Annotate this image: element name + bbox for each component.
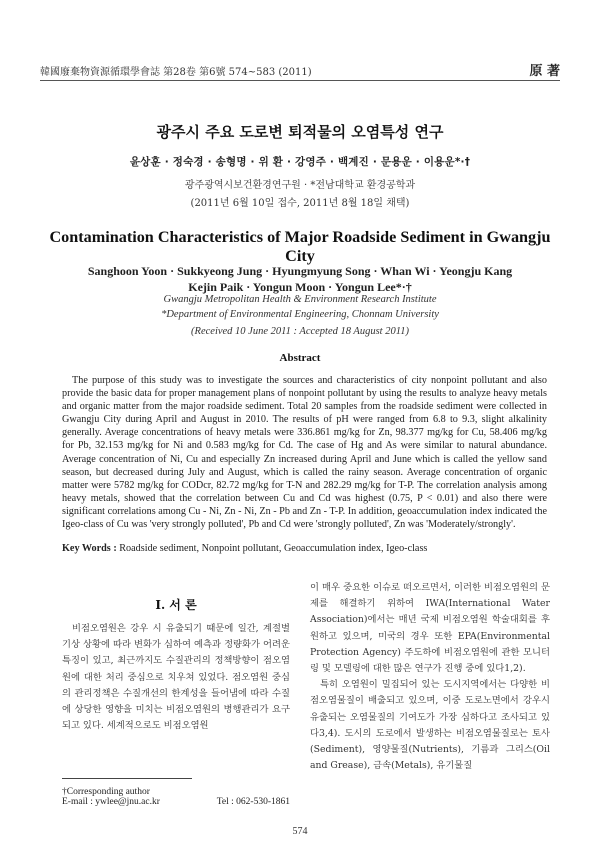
- intro-paragraph-right-2: 특히 오염원이 밀집되어 있는 도시지역에서는 다양한 비점오염물질이 배출되고 있으며, 이중 도로노면에서 강우시 유출되는 오염물질의 기여도가 가장 심하다고 조사되고 있다3,4). 도시의 도로에서 발생하는 비점오염물질로는 토사(Sediment), 영양물질(Nutrients), 기름과 그리스(Oil and Grease), 금속(Metals), 유기물질: [310, 679, 550, 772]
- left-column: [62, 596, 290, 734]
- right-column: [310, 580, 550, 774]
- footnote-tel: Tel : 062-530-1861: [216, 797, 290, 807]
- footnote-contact: [62, 797, 290, 807]
- authors-english-line2: Kejin Paik · Yongun Moon · Yongun Lee*·†: [188, 280, 412, 294]
- authors-english: [40, 263, 560, 295]
- footnote-email: E-mail : ywlee@jnu.ac.kr: [62, 797, 160, 807]
- journal-citation: 韓國廢棄物資源循環學會誌 第28卷 第6號 574~583 (2011): [40, 67, 312, 78]
- abstract-heading: Abstract: [279, 352, 321, 364]
- intro-paragraph-left: 비점오염원은 강우 시 유출되기 때문에 일간, 계절별 기상 상황에 따라 변화가 심하여 예측과 정량화가 어려운 특징이 있고, 최근까지도 수질관리의 정책방향이 점오염원에 대한 처리 중심으로 치우쳐 있었다. 점오염원 중심의 관리정책은 수질개선의 한계성을 들어냄에 따라 수질에 상당한 영향을 미치는 비점오염원의 병행관리가 요구되고 있다. 세계적으로도 비점오염원: [62, 623, 290, 732]
- abstract-body: The purpose of this study was to investigate the sources and characteristics of city nonpoint pollutant and also provide the basic data for proper management plans of nonpoint pollutant by using the results to analyze heavy metals and organic matter from the major roadside sediment. Total 20 samples from the roadside sediment were collected in Gwangju City during April and August in 2010. The results of pH were ranged from 6.8 to 9.3, slight alkalinity generally. Average concentrations of heavy metals were 336.861 mg/kg for Zn, 98.377 mg/kg for Cu, 58.406 mg/kg for Pb, 32.153 mg/kg for Ni and 0.583 mg/kg for Cd. The case of Hg and As were similar to natural abundance. Average concentration of Ni, Cu and especially Zn increased during April and June which is called the yellow sand season, but decreased during July and August, which is called the rainy season. Average concentration of organic matter were 5782 mg/kg for CODcr, 82.72 mg/kg for T-N and 282.29 mg/kg for T-P. The correlation analysis among heavy metals, showed that the correlation between Cu and Cd was highest (0.75, P < 0.01) and also there were significant correlations among Cu - Ni, Zn - Ni, Zn - Pb and Zn - T-P. In addition, geoaccumulation index indicated the Igeo-class of Cu was 'very strongly polluted', Pb and Cd were 'strongly polluted', Zn was 'Moderately/strongly'.: [62, 375, 547, 531]
- keywords-text: Roadside sediment, Nonpoint pollutant, Geoaccumulation index, Igeo-class: [119, 543, 428, 554]
- authors-english-line1: Sanghoon Yoon · Sukkyeong Jung · Hyungmyung Song · Whan Wi · Yeongju Kang: [87, 264, 513, 278]
- section-heading-introduction: I. 서 론: [155, 598, 197, 612]
- footnote: [62, 778, 290, 807]
- keywords-label: Key Words :: [62, 543, 117, 554]
- intro-paragraph-right-1: 이 매우 중요한 이슈로 떠오르면서, 이러한 비점오염원의 문제를 해결하기 위하여 IWA(International Water Association)에서는 매년 국제 비점오염원 학술대회를 후원하고 있으며, 미국의 경우 또한 EPA(Environmental Protection Agency) 주도하에 비점오염원에 관한 모니터링 및 모델링에 대한 많은 연구가 진행 중에 있다1,2).: [310, 582, 550, 675]
- section-tag: 原 著: [529, 64, 560, 79]
- title-korean: 광주시 주요 도로변 퇴적물의 오염특성 연구: [156, 123, 444, 141]
- received-english: (Received 10 June 2011 : Accepted 18 August 2011): [191, 326, 409, 337]
- footnote-rule: [62, 778, 192, 779]
- keywords: [62, 543, 552, 554]
- footnote-label: †Corresponding author: [62, 787, 150, 797]
- affiliation-korean: 광주광역시보건환경연구원 · *전남대학교 환경공학과: [184, 180, 416, 191]
- title-english: Contamination Characteristics of Major Roadside Sediment in Gwangju City: [49, 228, 551, 265]
- authors-korean: 윤상훈 · 정숙경 · 송형명 · 위 환 · 강영주 · 백계진 · 문용운 · 이용운*·†: [129, 156, 471, 168]
- affiliation-english-2: *Department of Environmental Engineering, Chonnam University: [161, 309, 439, 320]
- received-korean: (2011년 6월 10일 접수, 2011년 8월 18일 채택): [190, 198, 410, 209]
- running-header: [40, 60, 560, 82]
- header-rule: [40, 80, 560, 81]
- affiliation-english-1: Gwangju Metropolitan Health & Environment Research Institute: [163, 294, 437, 305]
- page-number: 574: [292, 826, 308, 837]
